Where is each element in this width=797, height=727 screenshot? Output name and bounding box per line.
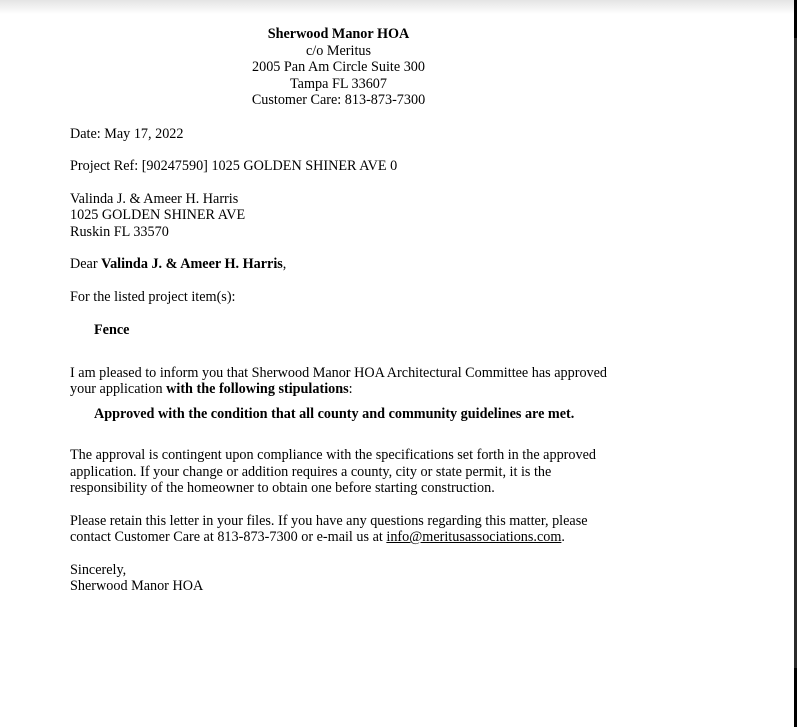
salutation-name: Valinda J. & Ameer H. Harris bbox=[101, 256, 283, 272]
contingency-paragraph: The approval is contingent upon compliance with the specifications set forth in the approved application. If your change or addition requires a county, city or state permit, it is the responsibility of the homeowner to obtain one before starting construction. bbox=[70, 447, 596, 496]
closing: Sincerely, bbox=[70, 561, 127, 578]
letterhead-org-name: Sherwood Manor HOA bbox=[267, 26, 410, 42]
contact-paragraph bbox=[70, 513, 610, 546]
salutation bbox=[70, 256, 630, 273]
approval-paragraph bbox=[70, 365, 630, 398]
toolbar-shadow bbox=[0, 0, 794, 14]
contact-suffix: . bbox=[561, 529, 565, 545]
recipient-name: Valinda J. & Ameer H. Harris bbox=[70, 190, 239, 207]
letterhead-city-state-zip: Tampa FL 33607 bbox=[290, 75, 387, 92]
letterhead-street: 2005 Pan Am Circle Suite 300 bbox=[252, 59, 425, 75]
letter-date: Date: May 17, 2022 bbox=[70, 125, 184, 142]
salutation-suffix: , bbox=[282, 256, 287, 272]
approval-suffix: : bbox=[348, 381, 353, 397]
recipient-address bbox=[70, 191, 630, 241]
contact-text: Please retain this letter in your files. If you have any questions regarding this matter, please contact Customer Care at 813-873-7300 or e-mail us at bbox=[70, 512, 588, 545]
recipient-street: 1025 GOLDEN SHINER AVE bbox=[70, 207, 246, 223]
project-item: Fence bbox=[94, 322, 130, 338]
items-intro: For the listed project item(s): bbox=[70, 288, 236, 305]
letterhead bbox=[70, 26, 607, 109]
letterhead-care-of: c/o Meritus bbox=[305, 42, 371, 59]
stipulation: Approved with the condition that all county and community guidelines are met. bbox=[94, 405, 575, 422]
letterhead-customer-care: Customer Care: 813-873-7300 bbox=[251, 92, 426, 108]
project-ref: Project Ref: [90247590] 1025 GOLDEN SHINER AVE 0 bbox=[70, 158, 398, 174]
signature: Sherwood Manor HOA bbox=[70, 578, 204, 594]
salutation-prefix: Dear bbox=[70, 256, 102, 272]
approval-stipulations-label: with the following stipulations bbox=[166, 381, 349, 397]
approval-text: I am pleased to inform you that Sherwood Manor HOA Architectural Committee has approved your application bbox=[70, 364, 608, 397]
email-link[interactable]: info@meritusassociations.com bbox=[386, 529, 562, 545]
recipient-city-state-zip: Ruskin FL 33570 bbox=[70, 223, 169, 240]
letter-page bbox=[70, 26, 630, 595]
